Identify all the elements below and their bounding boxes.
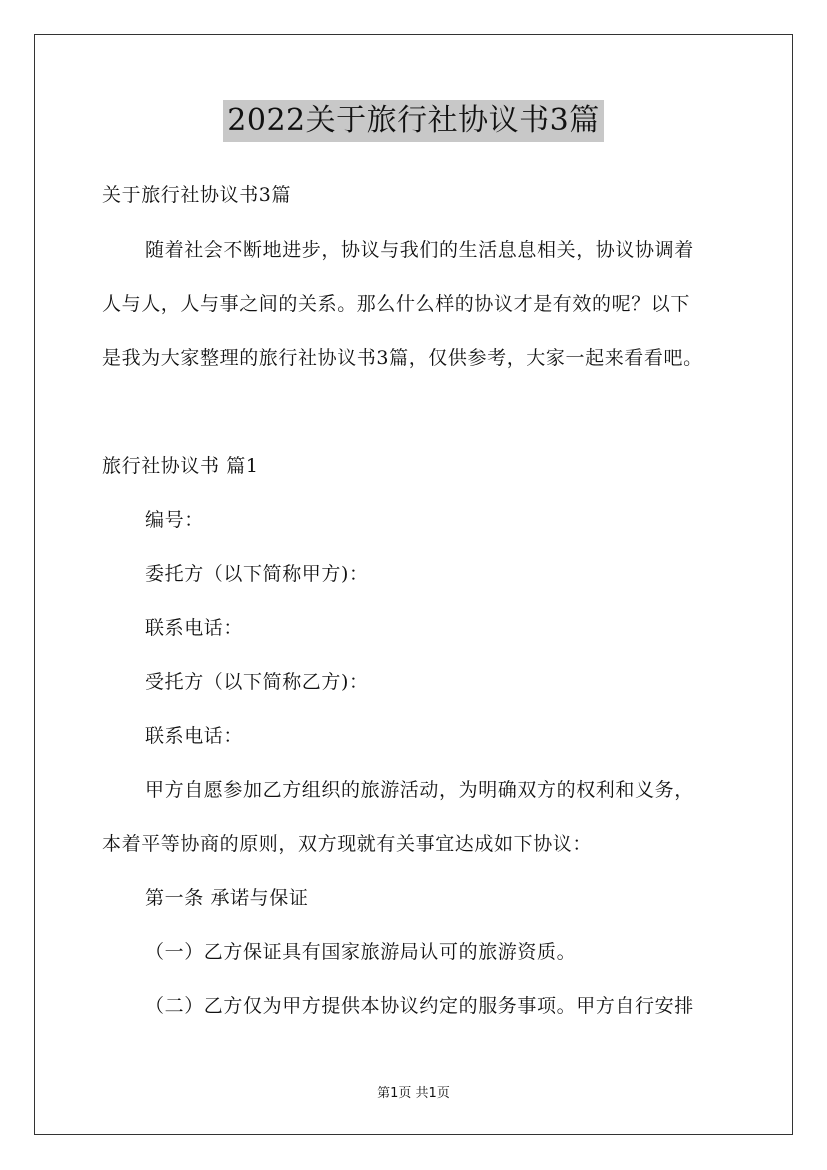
page-footer: 第1页 共1页 bbox=[377, 1086, 450, 1101]
document-title: 2022关于旅行社协议书3篇 bbox=[223, 100, 603, 142]
article-heading: 第一条 承诺与保证 bbox=[145, 887, 309, 909]
paragraph-line: 人与人，人与事之间的关系。那么什么样的协议才是有效的呢？以下 bbox=[102, 293, 691, 315]
paragraph-line: 甲方自愿参加乙方组织的旅游活动，为明确双方的权利和义务， bbox=[145, 779, 694, 801]
clause-line: （一）乙方保证具有国家旅游局认可的旅游资质。 bbox=[145, 941, 577, 963]
field-label-agent-phone: 联系电话： bbox=[145, 725, 244, 747]
field-label-number: 编号： bbox=[145, 509, 204, 531]
field-label-client: 委托方（以下简称甲方)： bbox=[145, 563, 369, 585]
clause-line: （二）乙方仅为甲方提供本协议约定的服务事项。甲方自行安排 bbox=[145, 995, 694, 1017]
paragraph-line: 随着社会不断地进步，协议与我们的生活息息相关，协议协调着 bbox=[145, 239, 694, 261]
field-label-client-phone: 联系电话： bbox=[145, 617, 244, 639]
field-label-agent: 受托方（以下简称乙方)： bbox=[145, 671, 369, 693]
paragraph-line: 本着平等协商的原则，双方现就有关事宜达成如下协议： bbox=[102, 833, 593, 855]
document-title-wrap bbox=[0, 100, 827, 142]
paragraph-line: 是我为大家整理的旅行社协议书3篇，仅供参考，大家一起来看看吧。 bbox=[102, 347, 703, 369]
section-heading: 旅行社协议书 篇1 bbox=[102, 455, 259, 477]
intro-heading: 关于旅行社协议书3篇 bbox=[102, 184, 292, 206]
